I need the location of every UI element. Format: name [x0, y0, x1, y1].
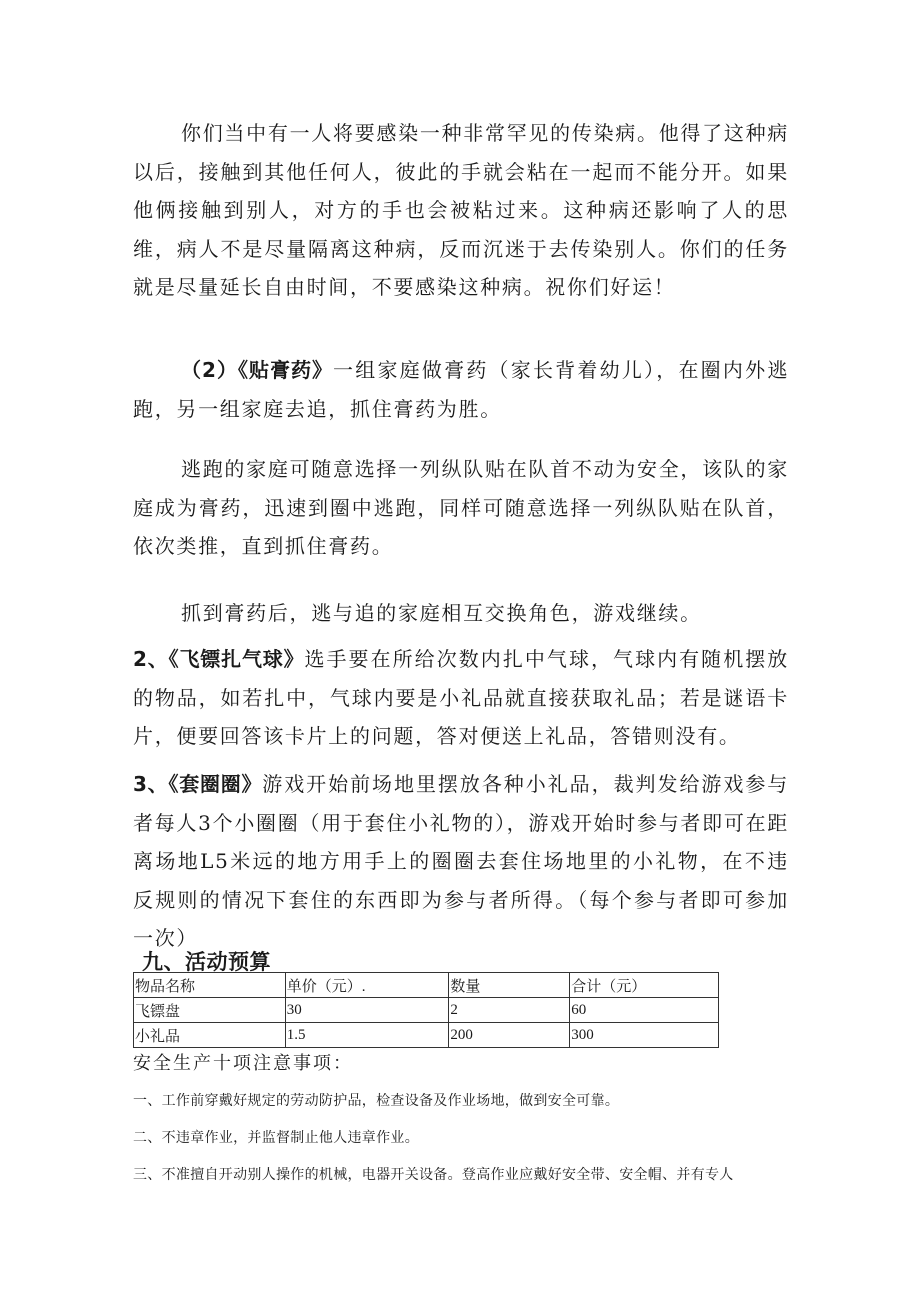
table-cell: 30 [285, 998, 449, 1023]
plaster-rule-1: 逃跑的家庭可随意选择一列纵队贴在队首不动为安全，该队的家庭成为膏药，迅速到圈中逃跑，同样可随意选择一列纵队贴在队首，依次类推，直到抓住膏药。 [133, 457, 789, 558]
header-cell: 单价（元）. [285, 973, 449, 998]
table-cell: 300 [570, 1023, 719, 1048]
safety-item: 一、工作前穿戴好规定的劳动防护品，检查设备及作业场地，做到安全可靠。 [133, 1093, 620, 1109]
game-darts-title: 《飞镖扎气球》 [168, 647, 305, 671]
header-cell: 物品名称 [134, 973, 286, 998]
game-plaster-number: （2） [181, 358, 238, 382]
table-cell: 60 [570, 998, 719, 1023]
game-plaster-paragraph [133, 351, 789, 428]
table-header-row [134, 973, 719, 998]
budget-table [133, 972, 719, 1048]
safety-title: 安全生产十项注意事项： [133, 1053, 353, 1074]
game-plaster-title: 《贴膏药》 [237, 358, 334, 382]
budget-heading: 九、活动预算 [142, 950, 271, 974]
safety-item: 二、不违章作业，并监督制止他人违章作业。 [133, 1130, 419, 1146]
game-darts-number: 2、 [133, 647, 169, 671]
table-cell: 飞镖盘 [134, 998, 286, 1023]
table-cell: 1.5 [285, 1023, 449, 1048]
table-row [134, 1023, 719, 1048]
game-darts-text: 选手要在所给次数内扎中气球，气球内有随机摆放的物品，如若扎中，气球内要是小礼品就直接获取礼品；若是谜语卡片，便要回答该卡片上的问题，答对便送上礼品，答错则没有。 [133, 647, 790, 748]
safety-item: 三、不准擅自开动别人操作的机械，电器开关设备。登高作业应戴好安全带、安全帽、并有专人 [133, 1167, 734, 1183]
game-rings-paragraph [133, 765, 789, 958]
game-rings-title: 《套圈圈》 [168, 772, 263, 796]
header-cell: 数量 [449, 973, 570, 998]
plaster-rule-2: 抓到膏药后，逃与追的家庭相互交换角色，游戏继续。 [181, 601, 702, 625]
game-rings-text: 游戏开始前场地里摆放各种小礼品，裁判发给游戏参与者每人3个小圈圈（用于套住小礼物的），游戏开始时参与者即可在距离场地L5米远的地方用手上的圈圈去套住场地里的小礼物，在不违反规则的情况下套住的东西即为参与者所得。（每个参与者即可参加一次） [133, 772, 789, 950]
table-cell: 小礼品 [134, 1023, 286, 1048]
header-cell: 合计（元） [570, 973, 719, 998]
game-plaster-text: 一组家庭做膏药（家长背着幼儿），在圈内外逃跑，另一组家庭去追，抓住膏药为胜。 [133, 358, 790, 421]
game-rings-number: 3、 [133, 772, 169, 796]
intro-paragraph: 你们当中有一人将要感染一种非常罕见的传染病。他得了这种病以后，接触到其他任何人，彼此的手就会粘在一起而不能分开。如果他俩接触到别人，对方的手也会被粘过来。这种病还影响了人的思维，病人不是尽量隔离这种病，反而沉迷于去传染别人。你们的任务就是尽量延长自由时间，不要感染这种病。祝你们好运！ [133, 121, 789, 299]
table-cell: 200 [449, 1023, 570, 1048]
table-cell: 2 [449, 998, 570, 1023]
game-darts-paragraph [133, 640, 789, 756]
table-row [134, 998, 719, 1023]
